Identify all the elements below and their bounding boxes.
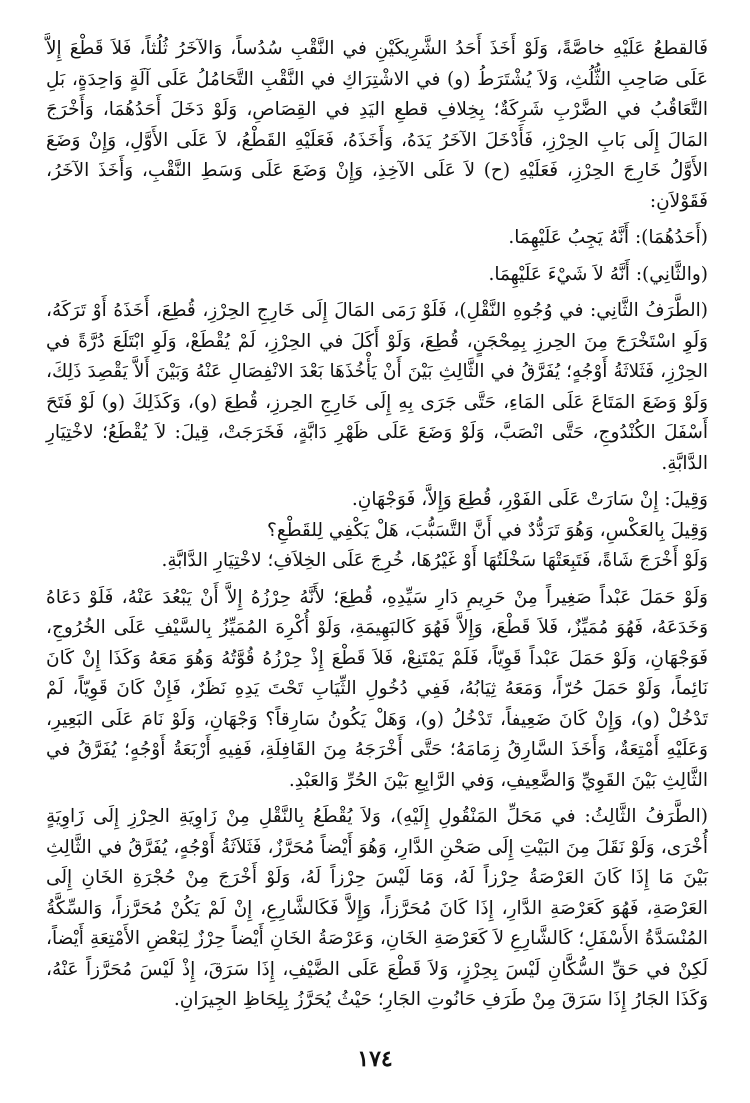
paragraph-third-part: (الطَّرَفُ الثَّالِثُ: في مَحَلِّ المَنْقُولِ إِلَيْهِ)، وَلاَ يُقْطَعُ بِالنَّقْلِ مِنْ زَاوِيَةِ الحِرْزِ إِلَى زَاوِيَةٍ أُخْرَى، وَلَوْ نَقَلَ مِنَ البَيْتِ إِلَى صَحْنِ الدَّارِ، وَهُوَ أَيْضاً مُحَرَّزٌ، فَثَلاَثَةُ أَوْجُهٍ، يُفَرَّقُ في الثَّالِثِ بَيْنَ مَا إِذَا كَانَ العَرْصَةُ حِرْزاً لَهُ، وَمَا لَيْسَ حِرْزاً لَهُ، وَلَوْ أَخْرَجَ مِنْ حُجْرَةِ الخَانِ إِلَى العَرْصَةِ، فَهُوَ كَعَرْصَةِ الدَّارِ، إِذَا كَانَ مُحَرَّزاً، وَإِلاَّ فَكَالشَّارِعِ، إِنْ لَمْ يَكُنْ مُحَرَّزاً، وَالسِّكَّةُ المُنْسَدَّةُ الأَسْفَلِ؛ كَالشَّارِعِ لاَ كَعَرْصَةِ الخَانِ، وَعَرْصَةُ الخَانِ أَيْضاً حِرْزٌ لِبَعْضِ الأَمْتِعَةِ أَيْضاً، لَكِنْ في حَقِّ السُّكَّانِ لَيْسَ بِحِرْزٍ، وَلاَ قَطْعَ عَلَى الضَّيْفِ، إِذَا سَرَقَ، إِذْ لَيْسَ مُحَرَّزاً عَنْهُ، وَكَذَا الجَارُ إِذَا سَرَقَ مِنْ طَرَفِ حَانُوتِ الجَارِ؛ حَيْثُ يُحَرَّزُ بِلِحَاظِ الجِيرَانِ. xyxy=(46,806,708,1010)
paragraph-slave: وَلَوْ حَمَلَ عَبْداً صَغِيراً مِنْ حَرِيمِ دَارِ سَيِّدِهِ، قُطِعَ؛ لأَنَّهُ حِرْزُهُ إِلاَّ أَنْ يَبْعُدَ عَنْهُ، فَلَوْ دَعَاهُ وَخَدَعَهُ، فَهُوَ مُمَيِّزٌ، فَلاَ قَطْعَ، وَإِلاَّ فَهُوَ كَالبَهِيمَةِ، وَلَوْ أُكْرِهَ المُمَيِّزُ بِالسَّيْفِ عَلَى الخُرُوجِ، فَوَجْهَانِ، وَلَوْ حَمَلَ عَبْداً قَوِيّاً، فَلَمْ يَمْتَنِعْ، فَلاَ قَطْعَ إِذْ حِرْزُهُ قُوَّتُهُ وَهُوَ مَعَهُ وَكَذَا إِنْ كَانَ نَائِماً، وَلَوْ حَمَلَ حُرّاً، وَمَعَهُ ثِيَابُهُ، فَفِي دُخُولِ الثِّيَابِ تَحْتَ يَدِهِ نَظَرٌ، فَإِنْ كَانَ قَوِيّاً، لَمْ تَدْخُلْ (و)، وَإِنْ كَانَ ضَعِيفاً، تَدْخُلُ (و)، وَهَلْ يَكُونُ سَارِقاً؟ وَجْهَانِ، وَلَوْ نَامَ عَلَى البَعِيرِ، وَعَلَيْهِ أَمْتِعَةٌ، وَأَخَذَ السَّارِقُ زِمَامَهُ؛ حَتَّى أَخْرَجَهُ مِنَ القَافِلَةِ، فَفِيهِ أَرْبَعَةُ أَوْجُهٍ؛ يُفَرَّقُ في الثَّالِثِ بَيْنَ القَوِيِّ وَالضَّعِيفِ، وَفي الرَّابِعِ بَيْنَ الحُرِّ وَالعَبْدِ. xyxy=(46,586,708,791)
paragraph-reverse: وَقِيلَ بِالعَكْسِ، وَهُوَ تَرَدُّدٌ في أَنَّ التَّسَبُّبَ، هَلْ يَكْفِي لِلقَطْعِ؟ xyxy=(267,519,708,541)
page-number: ١٧٤ xyxy=(357,1046,393,1072)
paragraph-sheep: وَلَوْ أَخْرَجَ شَاةً، فَتَبِعَتْهَا سَخْلَتُهَا أَوْ غَيْرُهَا، خُرِجَ عَلَى الخِلاَفِ؛ لاخْتِيَارِ الدَّابَّةِ. xyxy=(161,550,708,571)
paragraph-first-opinion: (أَحَدُهُمَا): أَنَّهُ يَجِبُ عَلَيْهِمَا. xyxy=(508,227,708,248)
paragraph-second-part: (الطَّرَفُ الثَّانِي: في وُجُوهِ النَّقْلِ)، فَلَوْ رَمَى المَالَ إِلَى خَارِجِ الحِرْزِ، قُطِعَ، أَخَذَهُ أَوْ تَرَكَهُ، وَلَوِ اسْتَخْرَجَ مِنَ الحِرزِ بِمِحْجَنٍ، قُطِعَ، وَلَوْ أَكَلَ في الحِرْزِ، لَمْ يُقْطَعْ، وَلَوِ ابْتَلَعَ دُرَّةً في الحِرْزِ، فَثَلاثَةُ أَوْجُهٍ؛ يُفَرَّقُ في الثَّالِثِ بَيْنَ أَنْ يَأْخُذَهَا بَعْدَ الانْفِصَالِ عَنْهُ وَبَيْنَ أَلاَّ يَقْصِدَ ذَلِكَ، وَلَوْ وَضَعَ المَتَاعَ عَلَى المَاءِ، حَتَّى جَرَى بِهِ إِلَى خَارِجِ الحِرزِ، قُطِعَ (و)، وَكَذَلِكَ (و) لَوْ فَتَحَ أَسْفَلَ الكُنْدُوجِ، حَتَّى انْصَبَّ، وَلَوْ وَضَعَ عَلَى ظَهْرِ دَابَّةٍ، فَخَرَجَتْ، قِيلَ: لاَ يُقْطَعُ؛ لاخْتِيَارِ الدَّابَّةِ. xyxy=(46,300,708,474)
paragraph-second-opinion: (والثَّانِي): أَنَّهُ لاَ شَيْءَ عَلَيْهِمَا. xyxy=(488,263,708,285)
paragraph-opening: فَالقطعُ عَلَيْهِ خاصَّةً، وَلَوْ أَخَذَ أَحَدُ الشَّرِيكَيْنِ في النَّقْبِ سُدُساً، وَالآخَرُ ثُلُثاً، فَلاَ قَطْعَ إِلاَّ عَلَى صَاحِبِ الثُّلُثِ، وَلاَ يُشْتَرَطُ (و) في الاشْتِرَاكِ في النَّقْبِ التَّحَامُلُ عَلَى آلَةٍ وَاحِدَةٍ، بَلِ التَّعَاقُبُ في الضَّرْبِ شَرِكَةٌ؛ بِخِلافِ قطعِ اليَدِ في القِصَاصِ، وَلَوْ دَخَلَ أَحَدُهُمَا، وَأَخْرَجَ المَالَ إِلَى بَابِ الحِرْزِ، فَأَدْخَلَ الآخَرُ يَدَهُ، وَأَخَذَهُ، فَعَلَيْهِ القَطْعُ، لاَ عَلَى الأَوَّلِ، وَإِنْ وَضَعَ الأَوَّلُ خَارِجَ الحِرْزِ، فَعَلَيْهِ (ح) لاَ عَلَى الآخِذِ، وَإِنْ وَضَعَ عَلَى وَسَطِ النَّقْبِ، وَأَخَذَ الآخَرُ، فَقَوْلاَنِ: xyxy=(46,38,708,212)
paragraph-it-was-said: وَقِيلَ: إِنْ سَارَتْ عَلَى الفَوْرِ، قُطِعَ وَإِلاَّ، فَوَجْهَانِ. xyxy=(351,489,708,510)
